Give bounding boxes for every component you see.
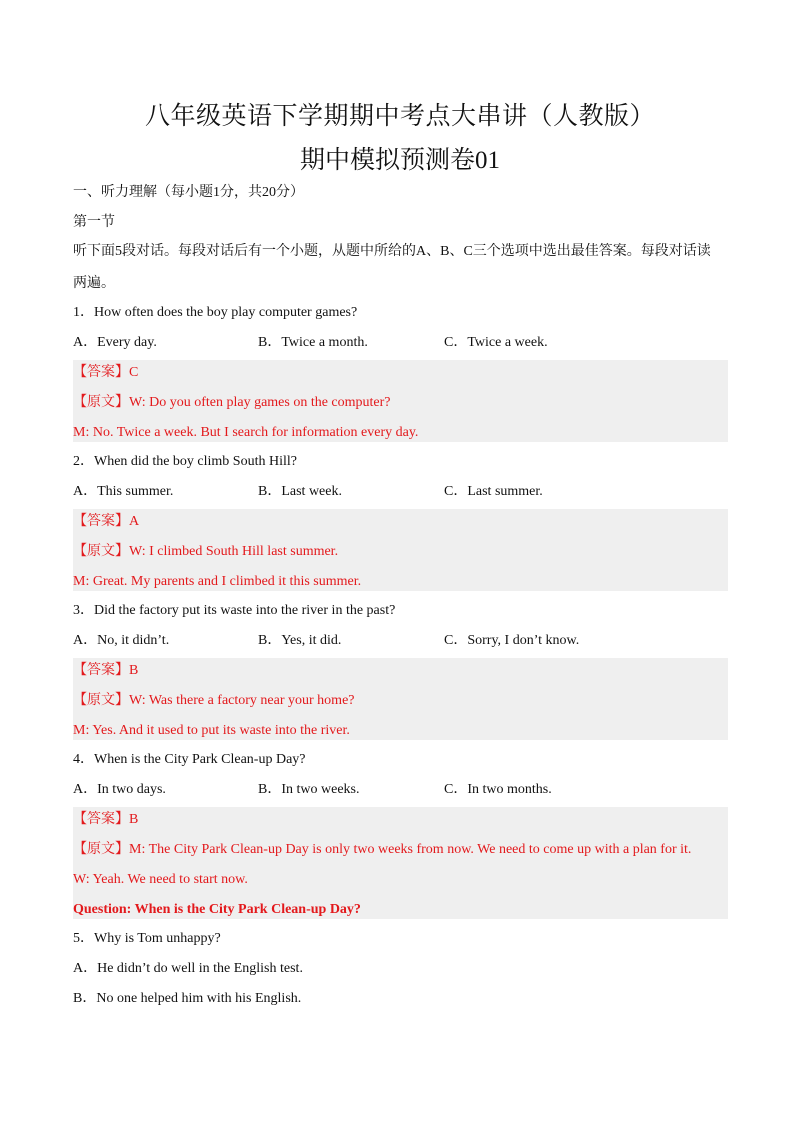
instruction-line-1: 听下面5段对话。每段对话后有一个小题，从题中所给的A、B、C三个选项中选出最佳答案。每段对话读 bbox=[73, 244, 711, 259]
q5-option-a: A．He didn’t do well in the English test. bbox=[73, 961, 303, 976]
document-title: 八年级英语下学期期中考点大串讲（人教版） bbox=[144, 103, 655, 130]
q3-transcript-line-1 bbox=[73, 692, 355, 710]
q4-transcript-text-1: M: The City Park Clean-up Day is only two weeks from now. We need to come up with a plan for it. bbox=[129, 842, 692, 857]
question-2: 2．When did the boy climb South Hill? bbox=[73, 454, 297, 469]
q4-transcript-question: Question: When is the City Park Clean-up Day? bbox=[73, 902, 361, 917]
q5-option-b: B．No one helped him with his English. bbox=[73, 991, 302, 1006]
q1-answer: 【答案】C bbox=[73, 365, 139, 380]
q2-option-a: A．This summer. bbox=[73, 484, 174, 499]
q3-transcript-line-2: M: Yes. And it used to put its waste into the river. bbox=[73, 723, 350, 738]
q1-option-b: B．Twice a month. bbox=[258, 335, 368, 350]
q3-transcript-text-1: W: Was there a factory near your home? bbox=[129, 693, 355, 708]
q4-option-a: A．In two days. bbox=[73, 782, 166, 797]
question-1: 1．How often does the boy play computer games? bbox=[73, 305, 358, 320]
part-label: 第一节 bbox=[73, 215, 115, 230]
q2-option-c: C．Last summer. bbox=[444, 484, 543, 499]
q3-transcript-label: 【原文】 bbox=[73, 693, 129, 708]
q3-option-c: C．Sorry, I don’t know. bbox=[444, 633, 580, 648]
q3-option-a: A．No, it didn’t. bbox=[73, 633, 170, 648]
question-3: 3．Did the factory put its waste into the river in the past? bbox=[73, 603, 396, 618]
q4-option-c: C．In two months. bbox=[444, 782, 552, 797]
q1-option-c: C．Twice a week. bbox=[444, 335, 548, 350]
instruction-line-2: 两遍。 bbox=[73, 276, 115, 291]
section-heading: 一、听力理解（每小题1分，共20分） bbox=[73, 185, 304, 200]
question-4: 4．When is the City Park Clean-up Day? bbox=[73, 752, 306, 767]
q1-transcript-line-2: M: No. Twice a week. But I search for information every day. bbox=[73, 425, 419, 440]
q3-answer: 【答案】B bbox=[73, 663, 139, 678]
question-5: 5．Why is Tom unhappy? bbox=[73, 931, 221, 946]
q4-option-b: B．In two weeks. bbox=[258, 782, 360, 797]
q1-transcript-text-1: W: Do you often play games on the computer? bbox=[129, 395, 391, 410]
q1-transcript-label: 【原文】 bbox=[73, 395, 129, 410]
q2-transcript-line-1 bbox=[73, 543, 338, 561]
q2-option-b: B．Last week. bbox=[258, 484, 342, 499]
q4-transcript-line-2: W: Yeah. We need to start now. bbox=[73, 872, 248, 887]
document-subtitle: 期中模拟预测卷01 bbox=[299, 147, 500, 174]
q1-option-a: A．Every day. bbox=[73, 335, 157, 350]
q1-transcript-line-1 bbox=[73, 394, 391, 412]
q4-transcript-label: 【原文】 bbox=[73, 842, 129, 857]
q4-transcript-line-1 bbox=[73, 841, 691, 859]
q3-option-b: B．Yes, it did. bbox=[258, 633, 342, 648]
q4-answer: 【答案】B bbox=[73, 812, 139, 827]
q2-transcript-line-2: M: Great. My parents and I climbed it this summer. bbox=[73, 574, 362, 589]
q2-transcript-label: 【原文】 bbox=[73, 544, 129, 559]
q2-transcript-text-1: W: I climbed South Hill last summer. bbox=[129, 544, 339, 559]
q2-answer: 【答案】A bbox=[73, 514, 140, 529]
